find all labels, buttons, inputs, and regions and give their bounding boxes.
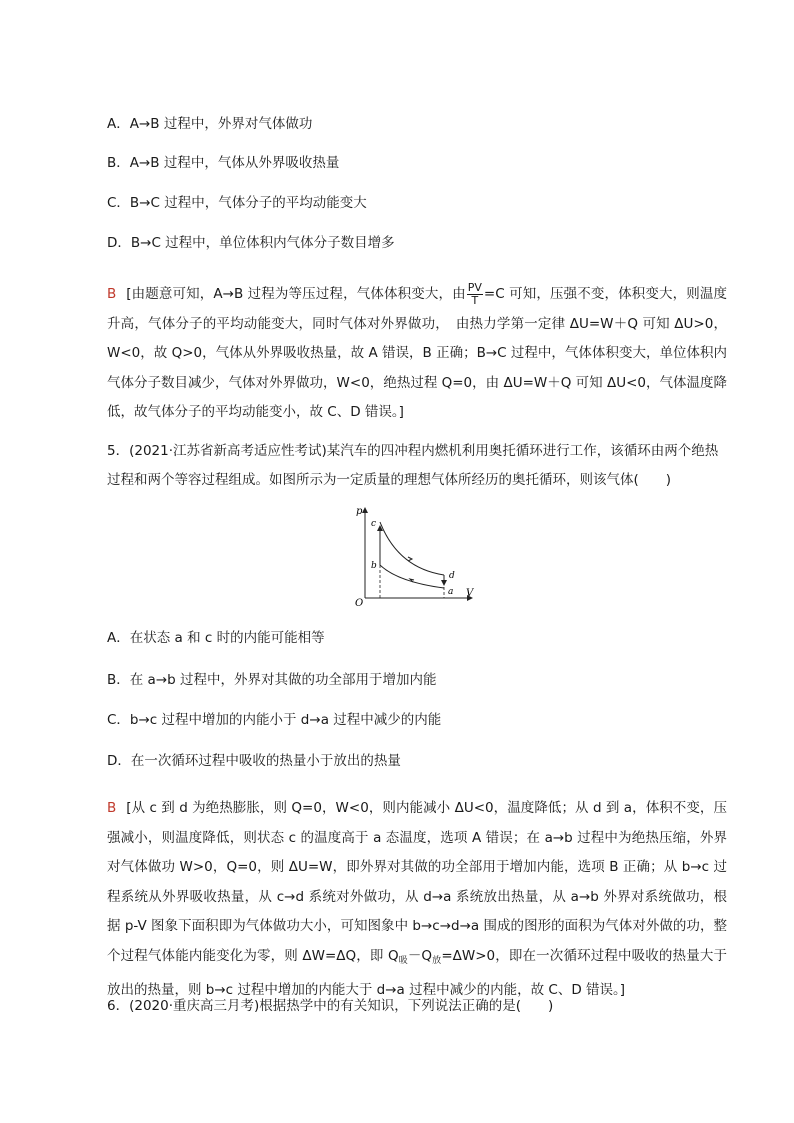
q4-option-b: B．A→B 过程中，气体从外界吸收热量 (107, 155, 340, 171)
q5-option-b: B．在 a→b 过程中，外界对其做的功全部用于增加内能 (107, 672, 437, 688)
pv-over-t-fraction: $\frac{PV}{T}$ (467, 280, 482, 307)
point-c-label: c (371, 519, 377, 529)
q4-option-d: D．B→C 过程中，单位体积内气体分子数目增多 (107, 235, 395, 251)
q5-option-c: C．b→c 过程中增加的内能小于 d→a 过程中减少的内能 (107, 712, 442, 728)
point-d-label: d (449, 571, 455, 581)
p-axis-label: p (356, 506, 363, 517)
origin-label: O (355, 598, 364, 609)
q5-answer-letter: B (107, 800, 117, 816)
q6-stem: 6．(2020·重庆高三月考)根据热学中的有关知识，下列说法正确的是( ) (107, 998, 554, 1014)
q5-stem: 5．(2021·江苏省新高考适应性考试)某汽车的四冲程内燃机利用奥托循环进行工作，该循环由两个绝热过程和两个等容过程组成。如图所示为一定质量的理想气体所经历的奥托循环，则该气体( ) (107, 443, 719, 488)
point-a-label: a (448, 587, 454, 597)
q5-explanation: B [从 c 到 d 为绝热膨胀，则 Q=0，W<0，则内能减小 ΔU<0，温度降低；从 d 到 a，体积不变，压强减小，则温度降低，则状态 c 的温度高于 a 态温度，选项 A 错误；在 a→b 过程中为绝热压缩，外界对气体做功 W>0，Q=0，则 ΔU=W，即外界对其做的功全部用于增加内能，选项 B 正确；从 b→c 过程系统从外界吸收热量，从 c→d 系统对外做功，从 d→a 系统放出热量，从 a→b 外界对系统做功，根据 p-V 图象下面积即为气体做功大小，可知图象中 b→c→d→a 围成的图形的面积为气体对外做的功，整个过程气体能内能变化为零，则 ΔW=ΔQ，即 $Q_吸-Q_放=\Delta W>0$，即在一次循环过程中吸收的热量大于放出的热量，则 b→c 过程中增加的内能大于 d→a 过程中减少的内能，故 C、D 错误。] (107, 800, 727, 998)
v-axis-label: V (466, 588, 474, 599)
q4-answer-letter: B (107, 286, 117, 302)
point-b-label: b (371, 561, 377, 571)
pv-diagram (340, 502, 475, 610)
curve-a-to-b (380, 565, 444, 588)
q5-option-a: A．在状态 a 和 c 时的内能可能相等 (107, 630, 325, 646)
q5-option-d: D．在一次循环过程中吸收的热量小于放出的热量 (107, 753, 401, 769)
q4-explanation: B [由题意可知，A→B 过程为等压过程，气体体积变大，由 $\frac{PV}{T}$ =C 可知，压强不变，体积变大，则温度升高，气体分子的平均动能变大，同时气体对外界做功， 由热力学第一定律 ΔU=W＋Q 可知 ΔU>0，W<0，故 Q>0，气体从外界吸收热量，故 A 错误，B 正确；B→C 过程中，气体体积变大，单位体积内气体分子数目减少，气体对外界做功，W<0，绝热过程 Q=0，由 ΔU=W＋Q 可知 ΔU<0，气体温度降低，故气体分子的平均动能变小，故 C、D 错误。] (107, 280, 727, 420)
curve-c-to-d (380, 522, 444, 575)
q4-option-c: C．B→C 过程中，气体分子的平均动能变大 (107, 195, 367, 211)
q4-option-a: A．A→B 过程中，外界对气体做功 (107, 116, 313, 132)
